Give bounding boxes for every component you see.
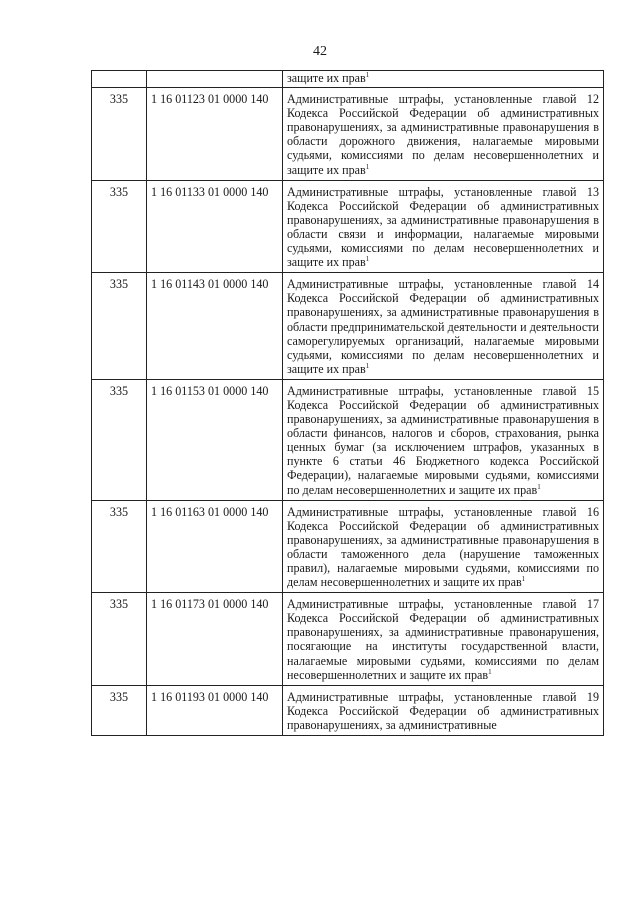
kbk-code-cell: 1 16 01123 01 0000 140: [147, 88, 283, 181]
footnote-mark: 1: [537, 482, 541, 491]
description-text: Административные штрафы, установленные главой 13 Кодекса Российской Федерации об административных правонарушениях, за административные правонарушения в области связи и информации, налагаемые мировыми судьями, комиссиями по делам несовершеннолетних и защите их прав: [287, 184, 599, 270]
description-cell: [283, 71, 604, 88]
continuation-row: [92, 71, 604, 88]
admin-code-cell: 335: [92, 593, 147, 686]
page-number: 42: [313, 44, 327, 59]
description-cell: [283, 500, 604, 593]
kbk-code-cell: 1 16 01153 01 0000 140: [147, 379, 283, 500]
description-text: Административные штрафы, установленные главой 12 Кодекса Российской Федерации об административных правонарушениях, за административные правонарушения в области дорожного движения, налагаемые мировыми судьями, комиссиями по делам несовершеннолетних и защите их прав: [287, 92, 599, 177]
description-cell: [283, 379, 604, 500]
description-cell: [283, 180, 604, 273]
footnote-mark: 1: [365, 162, 370, 171]
description-cell: [283, 685, 604, 735]
table-row: [92, 273, 604, 380]
admin-code-cell: 335: [92, 685, 147, 735]
kbk-code-cell: [147, 71, 283, 88]
table-row: [92, 379, 604, 500]
table-row: [92, 88, 604, 181]
continuation-text: защите их прав: [287, 71, 366, 85]
admin-code-cell: 335: [92, 500, 147, 593]
description-text: Административные штрафы, установленные главой 19 Кодекса Российской Федерации об административных правонарушениях, за административные: [287, 689, 599, 732]
table-row: [92, 593, 604, 686]
description-text: Административные штрафы, установленные главой 16 Кодекса Российской Федерации об административных правонарушениях, за административные правонарушения в области таможенного дела (нарушение таможенных правил), налагаемые мировыми судьями, комиссиями по делам несовершеннолетних и защите их прав: [287, 504, 599, 590]
footnote-mark: 1: [521, 575, 526, 584]
kbk-code-cell: 1 16 01163 01 0000 140: [147, 500, 283, 593]
description-cell: [283, 273, 604, 380]
description-text: Административные штрафы, установленные главой 14 Кодекса Российской Федерации об административных правонарушениях, за административные правонарушения в области предпринимательской деятельности и деятельности саморегулируемых организаций, налагаемые мировыми судьями, комиссиями по делам несовершеннолетних и защите их прав: [287, 277, 599, 376]
footnote-mark: 1: [365, 255, 370, 264]
kbk-code-cell: 1 16 01133 01 0000 140: [147, 180, 283, 273]
footnote-mark: 1: [365, 71, 370, 79]
description-cell: [283, 593, 604, 686]
revenue-codes-table: [91, 70, 604, 736]
admin-code-cell: 335: [92, 180, 147, 273]
description-text: Административные штрафы, установленные главой 15 Кодекса Российской Федерации об административных правонарушениях, за административные правонарушения в области финансов, налогов и сборов, страхования, рынка ценных бумаг (за исключением штрафов, указанных в пункте 6 статьи 46 Бюджетного кодекса Российской Федерации), налагаемые мировыми судьями, комиссиями по делам несовершеннолетних и защите их прав: [287, 383, 599, 497]
description-cell: [283, 88, 604, 181]
admin-code-cell: 335: [92, 379, 147, 500]
admin-code-cell: 335: [92, 273, 147, 380]
admin-code-cell: [92, 71, 147, 88]
table-row: [92, 180, 604, 273]
kbk-code-cell: 1 16 01173 01 0000 140: [147, 593, 283, 686]
table-row: [92, 500, 604, 593]
footnote-mark: 1: [365, 361, 370, 370]
admin-code-cell: 335: [92, 88, 147, 181]
footnote-mark: 1: [488, 667, 492, 676]
kbk-code-cell: 1 16 01193 01 0000 140: [147, 685, 283, 735]
description-text: Административные штрафы, установленные главой 17 Кодекса Российской Федерации об административных правонарушениях, за административные правонарушения, посягающие на институты государственной власти, налагаемые мировыми судьями, комиссиями по делам несовершеннолетних и защите их прав: [287, 597, 599, 682]
kbk-code-cell: 1 16 01143 01 0000 140: [147, 273, 283, 380]
table-row: [92, 685, 604, 735]
